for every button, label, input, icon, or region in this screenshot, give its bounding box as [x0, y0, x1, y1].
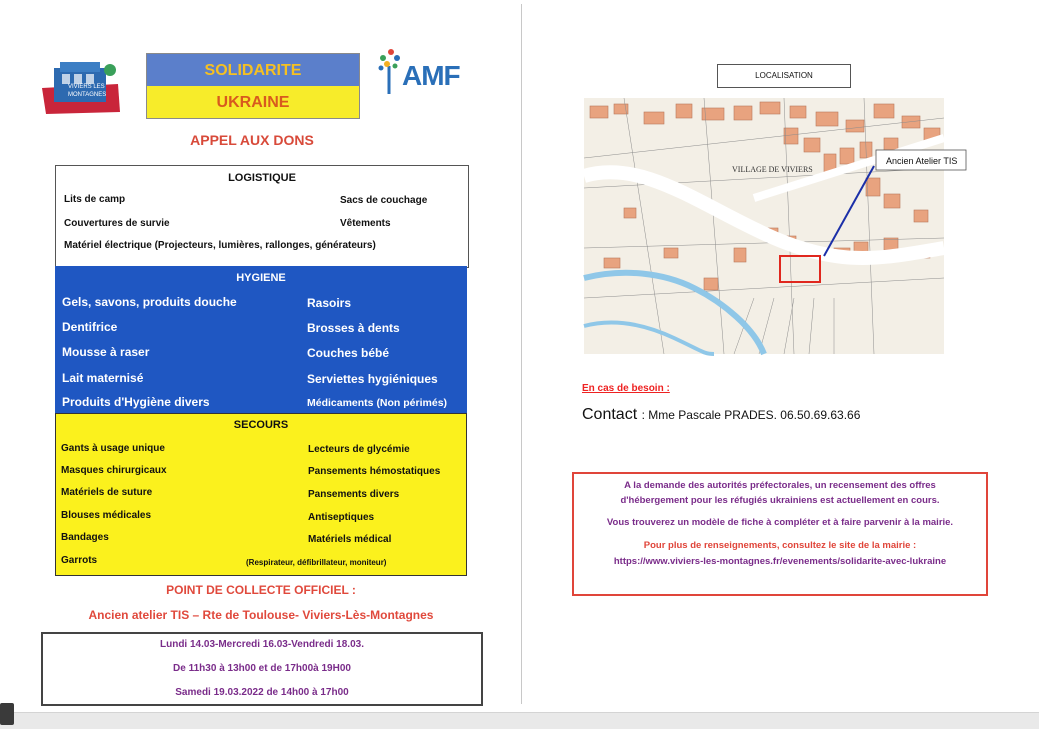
- secours-heading: SECOURS: [233, 419, 289, 431]
- map-village-label: VILLAGE DE VIVIERS: [732, 165, 813, 174]
- bottom-scroll-bar[interactable]: [0, 712, 1039, 729]
- info-line: A la demande des autorités préfectorales, un recensement des offres: [624, 480, 936, 491]
- list-item: Rasoirs: [307, 296, 352, 310]
- horaire-line: De 11h30 à 13h00 et de 17h00à 19H00: [173, 663, 351, 674]
- list-item: Couvertures de survie: [64, 218, 170, 229]
- list-item: Blouses médicales: [61, 510, 152, 521]
- title-banner: [146, 53, 360, 119]
- contact-label: Contact: [582, 406, 638, 423]
- info-box: [572, 472, 988, 596]
- list-item: Pansements hémostatiques: [308, 466, 441, 477]
- list-item: Sacs de couchage: [340, 195, 428, 206]
- list-item: Matériel électrique (Projecteurs, lumières, rallonges, générateurs): [64, 240, 376, 251]
- title-solidarite: SOLIDARITE: [204, 62, 302, 79]
- localisation-label: LOCALISATION: [717, 64, 851, 88]
- list-item: Matériels de suture: [61, 487, 153, 498]
- horaires-box: [41, 632, 483, 706]
- list-item: Mousse à raser: [62, 345, 150, 359]
- contact-line: [582, 406, 860, 424]
- list-item: Garrots: [61, 555, 98, 566]
- list-item: Pansements divers: [308, 489, 400, 500]
- list-item: Gels, savons, produits douche: [62, 295, 237, 309]
- logistique-section: [55, 165, 469, 268]
- besoin-label: En cas de besoin :: [582, 383, 670, 394]
- list-item: (Respirateur, défibrillateur, moniteur): [246, 558, 387, 567]
- amf-wordmark: AMF: [402, 60, 460, 91]
- list-item: Antiseptiques: [308, 512, 375, 523]
- logo-text-line2: MONTAGNES: [68, 92, 107, 98]
- list-item: Brosses à dents: [307, 321, 400, 335]
- horaire-line: Lundi 14.03-Mercredi 16.03-Vendredi 18.03.: [160, 639, 364, 650]
- contact-value: : Mme Pascale PRADES. 06.50.69.63.66: [641, 408, 861, 422]
- list-item: Masques chirurgicaux: [61, 465, 167, 476]
- info-line: d'hébergement pour les réfugiés ukrainiens est actuellement en cours.: [620, 495, 940, 506]
- page-fold-line: [521, 4, 522, 704]
- point-collecte-heading: POINT DE COLLECTE OFFICIEL :: [166, 583, 356, 597]
- hygiene-heading: HYGIENE: [236, 272, 286, 284]
- list-item: Produits d'Hygiène divers: [62, 395, 210, 409]
- title-ukraine: UKRAINE: [216, 94, 290, 111]
- list-item: Gants à usage unique: [61, 443, 165, 454]
- list-item: Médicaments (Non périmés): [307, 397, 448, 409]
- list-item: Dentifrice: [62, 320, 118, 334]
- horaire-line: Samedi 19.03.2022 de 14h00 à 17h00: [175, 687, 349, 698]
- info-line: Pour plus de renseignements, consultez le site de la mairie :: [643, 540, 917, 551]
- hygiene-section: [55, 266, 467, 413]
- corner-handle-button[interactable]: [0, 703, 14, 725]
- cadastral-map: [584, 98, 958, 354]
- mairie-link[interactable]: https://www.viviers-les-montagnes.fr/evenements/solidarite-avec-lukraine: [613, 556, 947, 567]
- list-item: Lait maternisé: [62, 371, 144, 385]
- appel-heading: APPEL AUX DONS: [190, 132, 314, 148]
- logo-text-line1: VIVIERS LES: [68, 84, 105, 90]
- secours-section: [55, 413, 467, 576]
- list-item: Lecteurs de glycémie: [308, 444, 410, 455]
- list-item: Bandages: [61, 532, 109, 543]
- list-item: Lits de camp: [64, 194, 126, 205]
- list-item: Matériels médical: [308, 534, 392, 545]
- map-marker-label: Ancien Atelier TIS: [886, 156, 958, 166]
- list-item: Couches bébé: [307, 346, 390, 360]
- logistique-heading: LOGISTIQUE: [228, 172, 296, 184]
- list-item: Serviettes hygiéniques: [307, 372, 438, 386]
- info-line: Vous trouverez un modèle de fiche à compléter et à faire parvenir à la mairie.: [606, 517, 954, 528]
- collecte-address: Ancien atelier TIS – Rte de Toulouse- Viviers-Lès-Montagnes: [88, 608, 434, 622]
- list-item: Vêtements: [340, 218, 391, 229]
